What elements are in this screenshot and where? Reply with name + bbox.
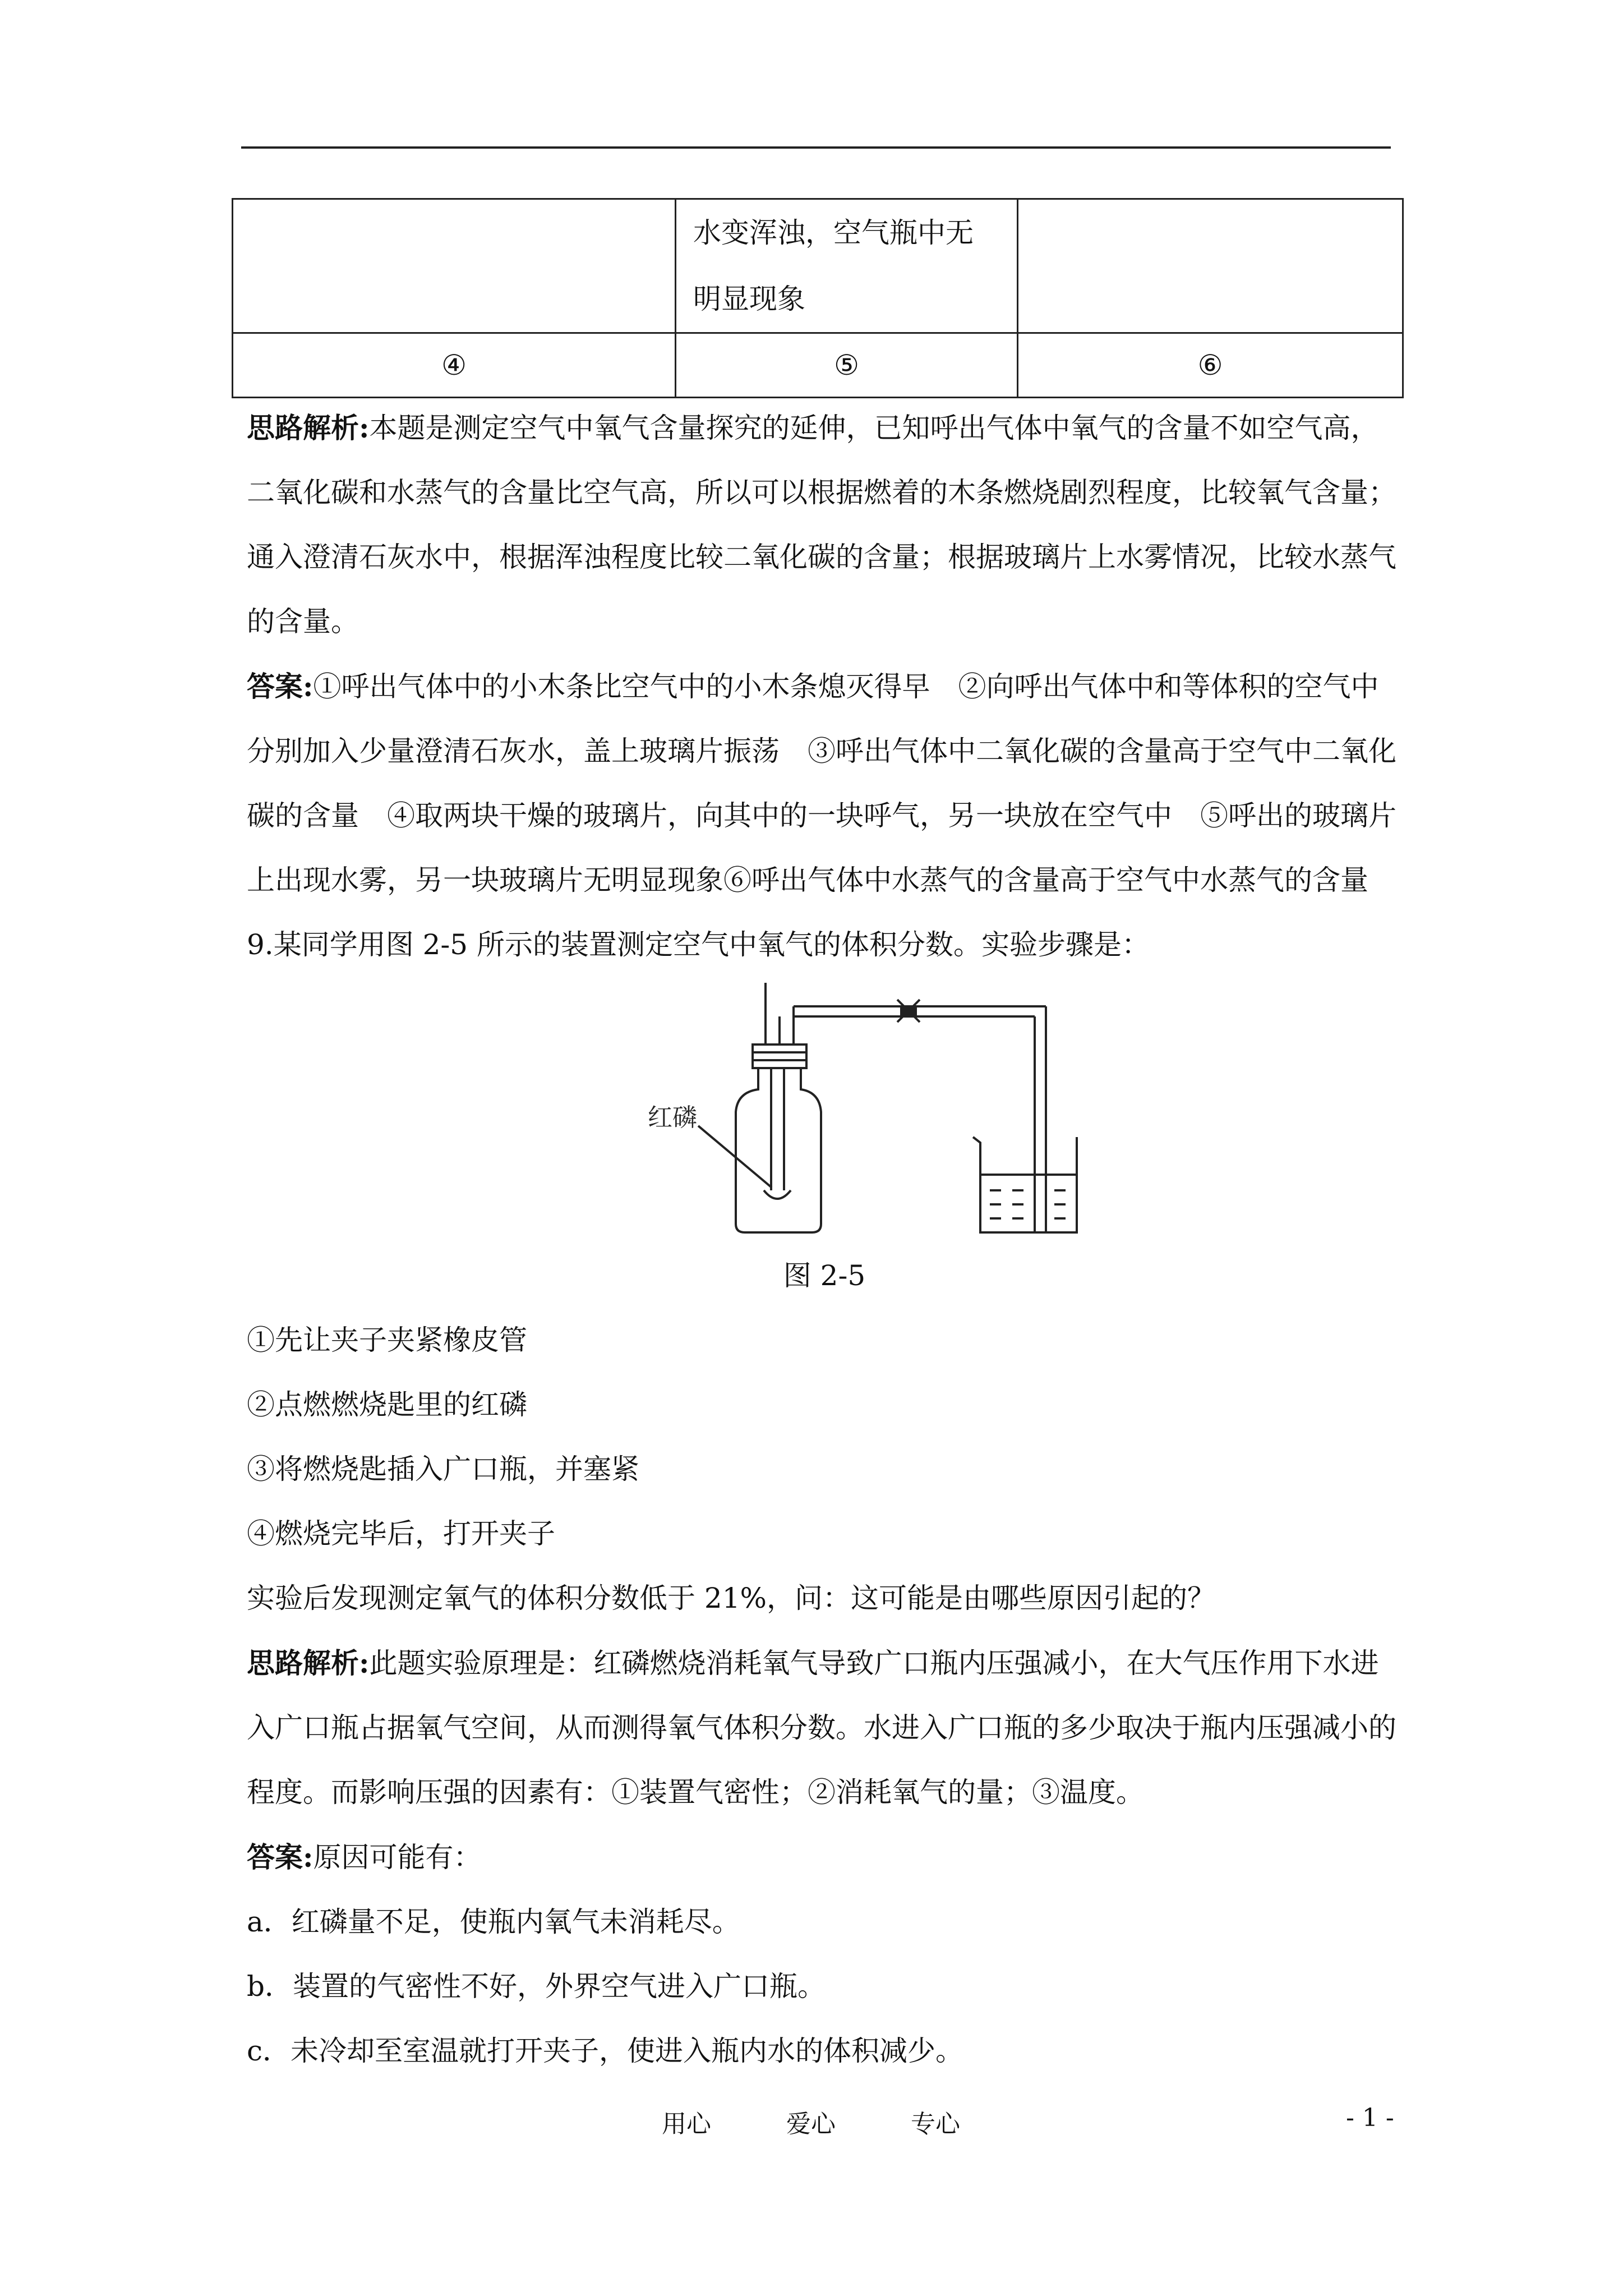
question-text: 实验后发现测定氧气的体积分数低于 21%，问：这可能是由哪些原因引起的？ (247, 1582, 1216, 1614)
footer-word: 爱心 (786, 2110, 836, 2138)
answer-paragraph-2 (247, 1825, 1402, 1890)
page-number: - 1 - (1346, 2104, 1394, 2132)
reason-item: c．未冷却至室温就打开夹子，使进入瓶内水的体积减少。 (247, 2035, 964, 2067)
table-row (233, 333, 1403, 398)
header-rule (241, 146, 1391, 149)
reason-item: b．装置的气密性不好，外界空气进入广口瓶。 (247, 1970, 826, 2003)
footer-word: 专心 (911, 2110, 960, 2138)
table-cell: 水变浑浊，空气瓶中无明显现象 (676, 199, 1018, 333)
table-cell: ⑤ (676, 333, 1018, 398)
analysis-label: 思路解析: (247, 1646, 370, 1680)
red-phosphorus-label: 红磷 (648, 1103, 697, 1132)
page-content (247, 395, 1402, 2083)
analysis-text: 此题实验原理是：红磷燃烧消耗氧气导致广口瓶内压强减小，在大气压作用下水进入广口瓶占据氧气空间，从而测得氧气体积分数。水进入广口瓶的多少取决于瓶内压强减小的程度。而影响压强的因素有：①装置气密性；②消耗氧气的量；③温度。 (247, 1647, 1396, 1809)
answer-label: 答案: (247, 670, 313, 703)
answer-paragraph-1 (247, 654, 1402, 913)
step-item: ②点燃燃烧匙里的红磷 (247, 1388, 527, 1421)
footer-word: 用心 (662, 2110, 711, 2138)
step-item: ④燃烧完毕后，打开夹子 (247, 1517, 555, 1550)
apparatus-diagram (606, 977, 1110, 1244)
figure-caption: 图 2-5 (783, 1259, 866, 1292)
analysis-paragraph-1 (247, 395, 1402, 654)
analysis-text: 本题是测定空气中氧气含量探究的延伸，已知呼出气体中氧气的含量不如空气高，二氧化碳和水蒸气的含量比空气高，所以可以根据燃着的木条燃烧剧烈程度，比较氧气含量；通入澄清石灰水中，根据浑浊程度比较二氧化碳的含量；根据玻璃片上水雾情况，比较水蒸气的含量。 (247, 412, 1396, 638)
answer-text: ①呼出气体中的小木条比空气中的小木条熄灭得早 ②向呼出气体中和等体积的空气中分别加入少量澄清石灰水，盖上玻璃片振荡 ③呼出气体中二氧化碳的含量高于空气中二氧化碳的含量 ④取两块干燥的玻璃片，向其中的一块呼气，另一块放在空气中 ⑤呼出的玻璃片上出现水雾，另一块玻璃片无明显现象⑥呼出气体中水蒸气的含量高于空气中水蒸气的含量 (247, 670, 1396, 896)
question-9-intro: 9.某同学用图 2-5 所示的装置测定空气中氧气的体积分数。实验步骤是： (247, 928, 1150, 961)
answer-table (232, 198, 1404, 398)
clip-icon (900, 1005, 917, 1018)
answer-intro: 原因可能有： (313, 1841, 482, 1874)
table-cell: ④ (233, 333, 676, 398)
table-cell (233, 199, 676, 333)
reason-item: a．红磷量不足，使瓶内氧气未消耗尽。 (247, 1906, 740, 1938)
answer-label: 答案: (247, 1841, 313, 1874)
analysis-label: 思路解析: (247, 411, 370, 444)
step-item: ③将燃烧匙插入广口瓶，并塞紧 (247, 1453, 639, 1485)
apparatus-figure (247, 977, 1402, 1244)
table-row (233, 199, 1403, 333)
table-cell (1018, 199, 1403, 333)
analysis-paragraph-2 (247, 1631, 1402, 1825)
table-cell: ⑥ (1018, 333, 1403, 398)
footer-motto (662, 2104, 1027, 2139)
step-item: ①先让夹子夹紧橡皮管 (247, 1324, 527, 1356)
